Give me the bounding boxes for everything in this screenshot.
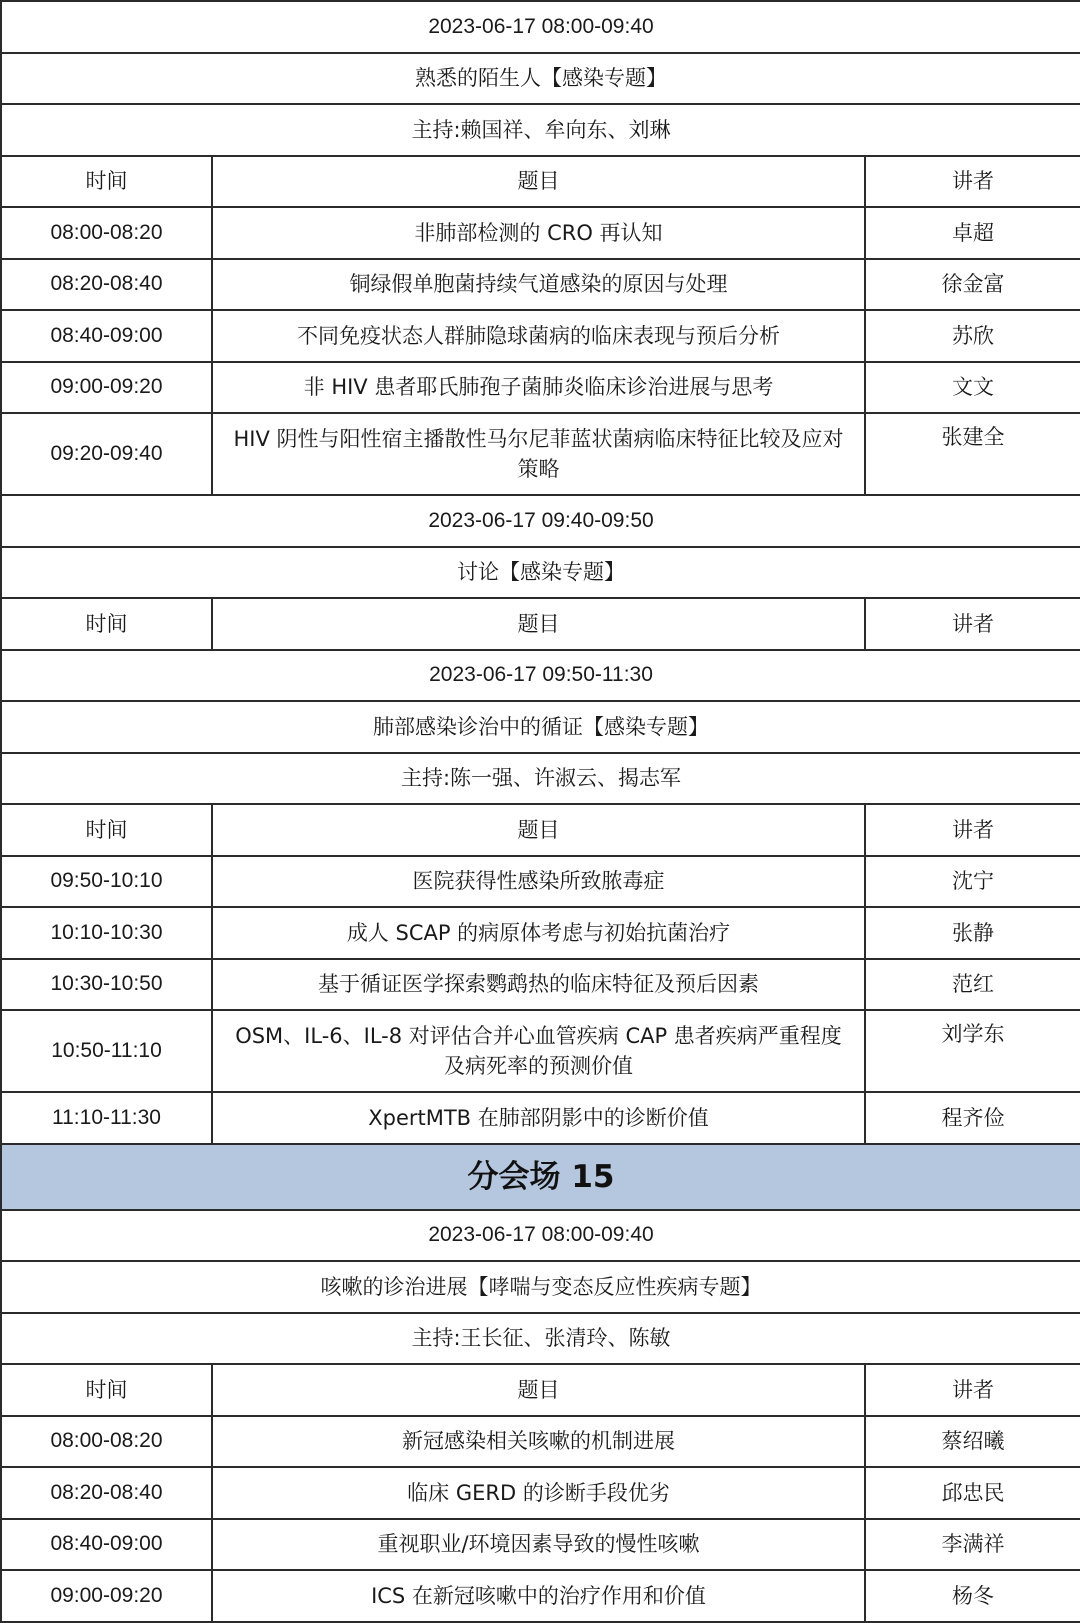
talk-row	[1, 907, 1080, 959]
talk-time: 11:10-11:30	[1, 1092, 212, 1144]
talk-time: 10:10-10:30	[1, 907, 212, 959]
column-header-row	[1, 804, 1080, 856]
talk-speaker: 卓超	[865, 207, 1080, 259]
session-title: 咳嗽的诊治进展【哮喘与变态反应性疾病专题】	[1, 1261, 1080, 1313]
session-datetime-row	[1, 1, 1080, 53]
session-title: 熟悉的陌生人【感染专题】	[1, 53, 1080, 105]
talk-speaker: 杨冬	[865, 1570, 1080, 1622]
talk-speaker: 范红	[865, 959, 1080, 1011]
talk-speaker: 苏欣	[865, 310, 1080, 362]
talk-time: 08:00-08:20	[1, 1416, 212, 1468]
header-speaker: 讲者	[865, 598, 1080, 650]
session-title-row	[1, 53, 1080, 105]
talk-speaker: 文文	[865, 362, 1080, 414]
talk-time: 10:50-11:10	[1, 1010, 212, 1092]
talk-topic: ICS 在新冠咳嗽中的治疗作用和价值	[212, 1570, 865, 1622]
header-time: 时间	[1, 804, 212, 856]
talk-topic: OSM、IL-6、IL-8 对评估合并心血管疾病 CAP 患者疾病严重程度及病死率的预测价值	[212, 1010, 865, 1092]
talk-time: 08:20-08:40	[1, 259, 212, 311]
session-hosts-row	[1, 1313, 1080, 1365]
column-header-row	[1, 598, 1080, 650]
talk-topic: XpertMTB 在肺部阴影中的诊断价值	[212, 1092, 865, 1144]
talk-topic: 不同免疫状态人群肺隐球菌病的临床表现与预后分析	[212, 310, 865, 362]
session-hosts-row	[1, 753, 1080, 805]
column-header-row	[1, 156, 1080, 208]
talk-speaker: 刘学东	[865, 1010, 1080, 1092]
session-title: 肺部感染诊治中的循证【感染专题】	[1, 701, 1080, 753]
header-topic: 题目	[212, 598, 865, 650]
talk-row	[1, 207, 1080, 259]
session-hosts-row	[1, 104, 1080, 156]
talk-topic: 铜绿假单胞菌持续气道感染的原因与处理	[212, 259, 865, 311]
session-title-row	[1, 547, 1080, 599]
header-speaker: 讲者	[865, 804, 1080, 856]
talk-speaker: 沈宁	[865, 856, 1080, 908]
header-time: 时间	[1, 156, 212, 208]
session-datetime: 2023-06-17 09:40-09:50	[1, 495, 1080, 547]
talk-row	[1, 1010, 1080, 1092]
talk-speaker: 邱忠民	[865, 1467, 1080, 1519]
talk-row	[1, 310, 1080, 362]
session-datetime-row	[1, 495, 1080, 547]
talk-time: 09:20-09:40	[1, 413, 212, 495]
header-topic: 题目	[212, 804, 865, 856]
talk-speaker: 张静	[865, 907, 1080, 959]
talk-topic: 医院获得性感染所致脓毒症	[212, 856, 865, 908]
talk-row	[1, 1570, 1080, 1622]
talk-topic: HIV 阴性与阳性宿主播散性马尔尼菲蓝状菌病临床特征比较及应对策略	[212, 413, 865, 495]
talk-topic: 非肺部检测的 CRO 再认知	[212, 207, 865, 259]
session-datetime: 2023-06-17 08:00-09:40	[1, 1210, 1080, 1262]
talk-topic: 非 HIV 患者耶氏肺孢子菌肺炎临床诊治进展与思考	[212, 362, 865, 414]
talk-time: 08:40-09:00	[1, 310, 212, 362]
talk-topic: 临床 GERD 的诊断手段优劣	[212, 1467, 865, 1519]
talk-row	[1, 259, 1080, 311]
talk-time: 08:40-09:00	[1, 1519, 212, 1571]
session-title-row	[1, 1261, 1080, 1313]
talk-time: 09:00-09:20	[1, 1570, 212, 1622]
talk-time: 09:50-10:10	[1, 856, 212, 908]
talk-row	[1, 959, 1080, 1011]
talk-row	[1, 1092, 1080, 1144]
venue-banner: 分会场 15	[1, 1144, 1080, 1210]
talk-row	[1, 1467, 1080, 1519]
session-datetime: 2023-06-17 08:00-09:40	[1, 1, 1080, 53]
header-speaker: 讲者	[865, 1364, 1080, 1416]
talk-row	[1, 413, 1080, 495]
talk-speaker: 徐金富	[865, 259, 1080, 311]
talk-speaker: 程齐俭	[865, 1092, 1080, 1144]
talk-speaker: 李满祥	[865, 1519, 1080, 1571]
column-header-row	[1, 1364, 1080, 1416]
session-hosts: 主持:赖国祥、牟向东、刘琳	[1, 104, 1080, 156]
talk-speaker: 张建全	[865, 413, 1080, 495]
session-datetime: 2023-06-17 09:50-11:30	[1, 650, 1080, 702]
session-datetime-row	[1, 1210, 1080, 1262]
session-hosts: 主持:陈一强、许淑云、揭志军	[1, 753, 1080, 805]
venue-banner-row	[1, 1144, 1080, 1210]
talk-speaker: 蔡绍曦	[865, 1416, 1080, 1468]
talk-time: 08:00-08:20	[1, 207, 212, 259]
session-hosts: 主持:王长征、张清玲、陈敏	[1, 1313, 1080, 1365]
talk-time: 10:30-10:50	[1, 959, 212, 1011]
talk-row	[1, 1416, 1080, 1468]
header-time: 时间	[1, 598, 212, 650]
talk-row	[1, 362, 1080, 414]
talk-time: 09:00-09:20	[1, 362, 212, 414]
session-datetime-row	[1, 650, 1080, 702]
talk-topic: 基于循证医学探索鹦鹉热的临床特征及预后因素	[212, 959, 865, 1011]
session-title: 讨论【感染专题】	[1, 547, 1080, 599]
talk-topic: 成人 SCAP 的病原体考虑与初始抗菌治疗	[212, 907, 865, 959]
talk-topic: 重视职业/环境因素导致的慢性咳嗽	[212, 1519, 865, 1571]
header-speaker: 讲者	[865, 156, 1080, 208]
talk-row	[1, 856, 1080, 908]
header-time: 时间	[1, 1364, 212, 1416]
talk-topic: 新冠感染相关咳嗽的机制进展	[212, 1416, 865, 1468]
header-topic: 题目	[212, 156, 865, 208]
talk-time: 08:20-08:40	[1, 1467, 212, 1519]
talk-row	[1, 1519, 1080, 1571]
header-topic: 题目	[212, 1364, 865, 1416]
session-title-row	[1, 701, 1080, 753]
